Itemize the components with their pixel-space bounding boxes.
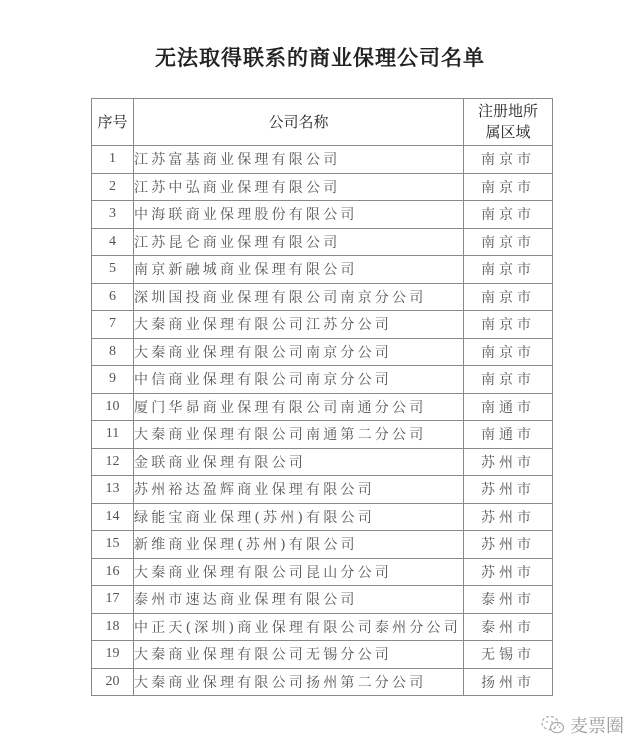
row-company-name: 中正天(深圳)商业保理有限公司泰州分公司 (134, 613, 464, 641)
table-row (92, 173, 553, 201)
row-serial-number: 14 (92, 503, 134, 531)
watermark (540, 712, 624, 738)
table-row (92, 421, 553, 449)
table-row (92, 201, 553, 229)
table-row (92, 146, 553, 174)
row-company-name: 江苏富基商业保理有限公司 (134, 146, 464, 174)
row-company-name: 新维商业保理(苏州)有限公司 (134, 531, 464, 559)
row-region: 扬州市 (464, 668, 553, 696)
row-region: 南通市 (464, 421, 553, 449)
table-row (92, 558, 553, 586)
table-row (92, 228, 553, 256)
row-company-name: 中海联商业保理股份有限公司 (134, 201, 464, 229)
table-row (92, 476, 553, 504)
document-title: 无法取得联系的商业保理公司名单 (155, 45, 485, 70)
row-region: 苏州市 (464, 558, 553, 586)
row-region: 苏州市 (464, 531, 553, 559)
row-serial-number: 12 (92, 448, 134, 476)
row-region: 南京市 (464, 366, 553, 394)
table-row (92, 393, 553, 421)
row-region: 南京市 (464, 283, 553, 311)
table-row (92, 668, 553, 696)
row-company-name: 江苏昆仑商业保理有限公司 (134, 228, 464, 256)
table-row (92, 641, 553, 669)
row-company-name: 苏州裕达盈辉商业保理有限公司 (134, 476, 464, 504)
header-serial-number: 序号 (92, 99, 134, 146)
table-header-row (92, 99, 553, 146)
table-row (92, 311, 553, 339)
row-region: 南京市 (464, 173, 553, 201)
row-serial-number: 9 (92, 366, 134, 394)
row-serial-number: 19 (92, 641, 134, 669)
row-region: 泰州市 (464, 613, 553, 641)
header-company-name: 公司名称 (134, 99, 464, 146)
row-region: 南京市 (464, 338, 553, 366)
row-serial-number: 1 (92, 146, 134, 174)
row-serial-number: 7 (92, 311, 134, 339)
row-region: 南京市 (464, 201, 553, 229)
table-row (92, 448, 553, 476)
row-company-name: 绿能宝商业保理(苏州)有限公司 (134, 503, 464, 531)
row-company-name: 大秦商业保理有限公司昆山分公司 (134, 558, 464, 586)
row-company-name: 大秦商业保理有限公司无锡分公司 (134, 641, 464, 669)
row-company-name: 大秦商业保理有限公司江苏分公司 (134, 311, 464, 339)
row-region: 南通市 (464, 393, 553, 421)
row-region: 苏州市 (464, 476, 553, 504)
row-serial-number: 5 (92, 256, 134, 284)
row-serial-number: 4 (92, 228, 134, 256)
row-company-name: 大秦商业保理有限公司南通第二分公司 (134, 421, 464, 449)
table-row (92, 338, 553, 366)
row-serial-number: 8 (92, 338, 134, 366)
row-region: 苏州市 (464, 448, 553, 476)
row-company-name: 江苏中弘商业保理有限公司 (134, 173, 464, 201)
table-row (92, 586, 553, 614)
row-serial-number: 6 (92, 283, 134, 311)
table-row (92, 366, 553, 394)
row-serial-number: 2 (92, 173, 134, 201)
row-company-name: 泰州市速达商业保理有限公司 (134, 586, 464, 614)
company-list-table (91, 98, 553, 696)
row-company-name: 大秦商业保理有限公司南京分公司 (134, 338, 464, 366)
row-company-name: 金联商业保理有限公司 (134, 448, 464, 476)
row-serial-number: 11 (92, 421, 134, 449)
table-row (92, 283, 553, 311)
table-row (92, 256, 553, 284)
wechat-icon (540, 715, 566, 735)
row-region: 南京市 (464, 228, 553, 256)
row-serial-number: 3 (92, 201, 134, 229)
row-region: 泰州市 (464, 586, 553, 614)
row-region: 南京市 (464, 311, 553, 339)
table-row (92, 531, 553, 559)
row-company-name: 厦门华昴商业保理有限公司南通分公司 (134, 393, 464, 421)
row-serial-number: 20 (92, 668, 134, 696)
row-region: 苏州市 (464, 503, 553, 531)
row-serial-number: 10 (92, 393, 134, 421)
row-serial-number: 13 (92, 476, 134, 504)
row-region: 南京市 (464, 256, 553, 284)
row-region: 南京市 (464, 146, 553, 174)
row-company-name: 深圳国投商业保理有限公司南京分公司 (134, 283, 464, 311)
header-registered-region (464, 99, 553, 146)
row-company-name: 南京新融城商业保理有限公司 (134, 256, 464, 284)
row-region: 无锡市 (464, 641, 553, 669)
table-row (92, 503, 553, 531)
row-serial-number: 18 (92, 613, 134, 641)
header-region-line2: 属区域 (485, 123, 531, 141)
watermark-text: 麦票圈 (570, 716, 624, 737)
row-serial-number: 15 (92, 531, 134, 559)
header-region-line1: 注册地所 (477, 102, 538, 120)
row-serial-number: 16 (92, 558, 134, 586)
table-row (92, 613, 553, 641)
row-company-name: 中信商业保理有限公司南京分公司 (134, 366, 464, 394)
row-company-name: 大秦商业保理有限公司扬州第二分公司 (134, 668, 464, 696)
row-serial-number: 17 (92, 586, 134, 614)
